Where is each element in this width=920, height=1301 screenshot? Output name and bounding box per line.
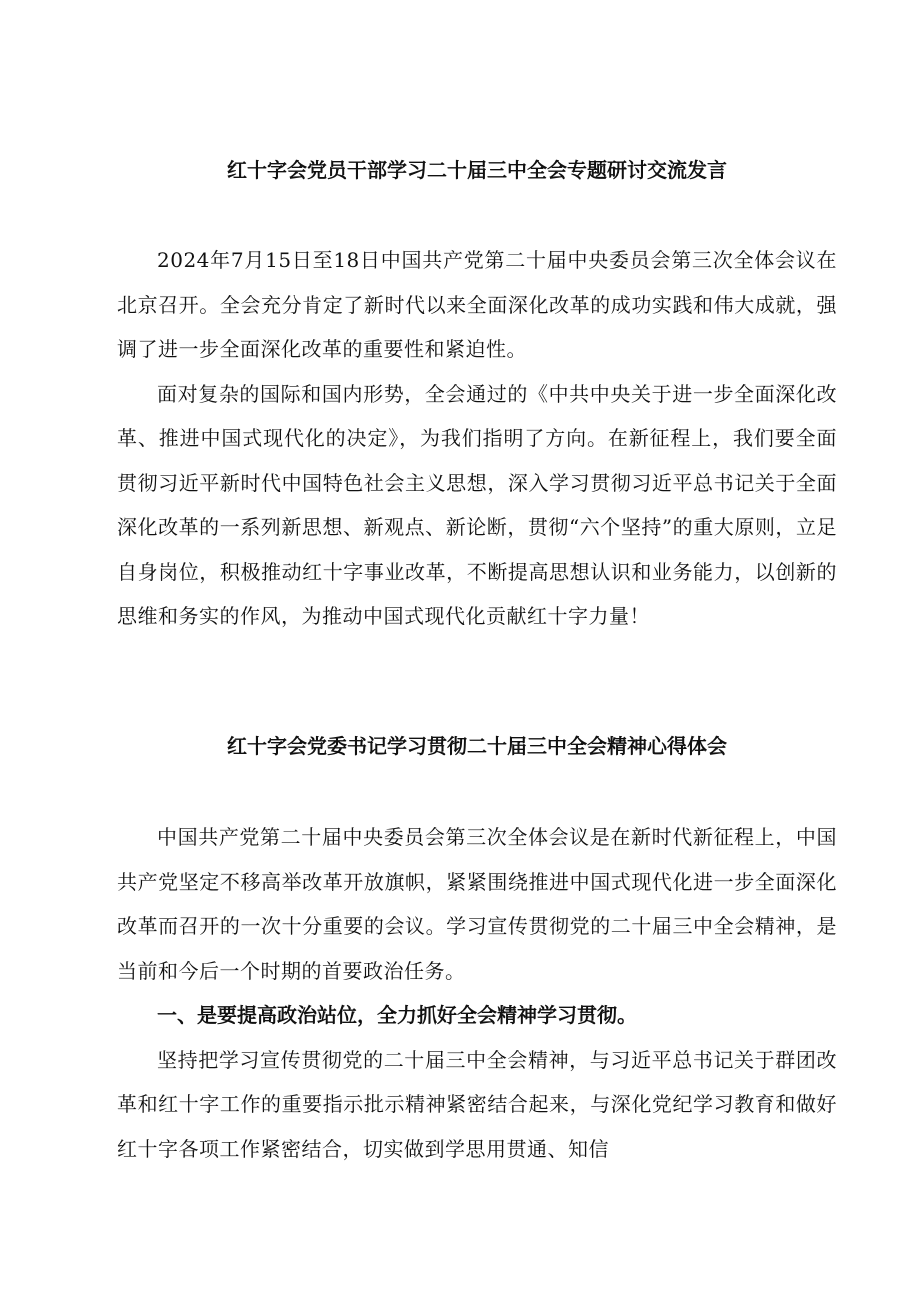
section-1-paragraph-1: 2024年7月15日至18日中国共产党第二十届中央委员会第三次全体会议在北京召开。全会充分肯定了新时代以来全面深化改革的成功实践和伟大成就，强调了进一步全面深化改革的重要性和紧迫性。 (117, 248, 837, 361)
section-1-title: 红十字会党员干部学习二十届三中全会专题研讨交流发言 (227, 158, 727, 182)
section-2-header (117, 732, 837, 760)
section-2-paragraph-2: 坚持把学习宣传贯彻党的二十届三中全会精神，与习近平总书记关于群团改革和红十字工作的重要指示批示精神紧密结合起来，与深化党纪学习教育和做好红十字各项工作紧密结合，切实做到学思用贯通、知信 (117, 1047, 837, 1161)
section-1-body (117, 238, 837, 639)
section-1-header (117, 156, 837, 184)
section-2-body (117, 815, 837, 1171)
section-1-paragraph-2: 面对复杂的国际和国内形势，全会通过的《中共中央关于进一步全面深化改革、推进中国式现代化的决定》，为我们指明了方向。在新征程上，我们要全面贯彻习近平新时代中国特色社会主义思想，深入学习贯彻习近平总书记关于全面深化改革的一系列新思想、新观点、新论断，贯彻“六个坚持”的重大原则，立足自身岗位，积极推动红十字事业改革，不断提高思想认识和业务能力，以创新的思维和务实的作风，为推动中国式现代化贡献红十字力量！ (117, 381, 837, 628)
section-2-subheading: 一、是要提高政治站位，全力抓好全会精神学习贯彻。 (157, 1003, 637, 1027)
section-2-title: 红十字会党委书记学习贯彻二十届三中全会精神心得体会 (227, 734, 727, 758)
section-2-paragraph-1: 中国共产党第二十届中央委员会第三次全体会议是在新时代新征程上，中国共产党坚定不移高举改革开放旗帜，紧紧围绕推进中国式现代化进一步全面深化改革而召开的一次十分重要的会议。学习宣传贯彻党的二十届三中全会精神，是当前和今后一个时期的首要政治任务。 (117, 825, 837, 983)
